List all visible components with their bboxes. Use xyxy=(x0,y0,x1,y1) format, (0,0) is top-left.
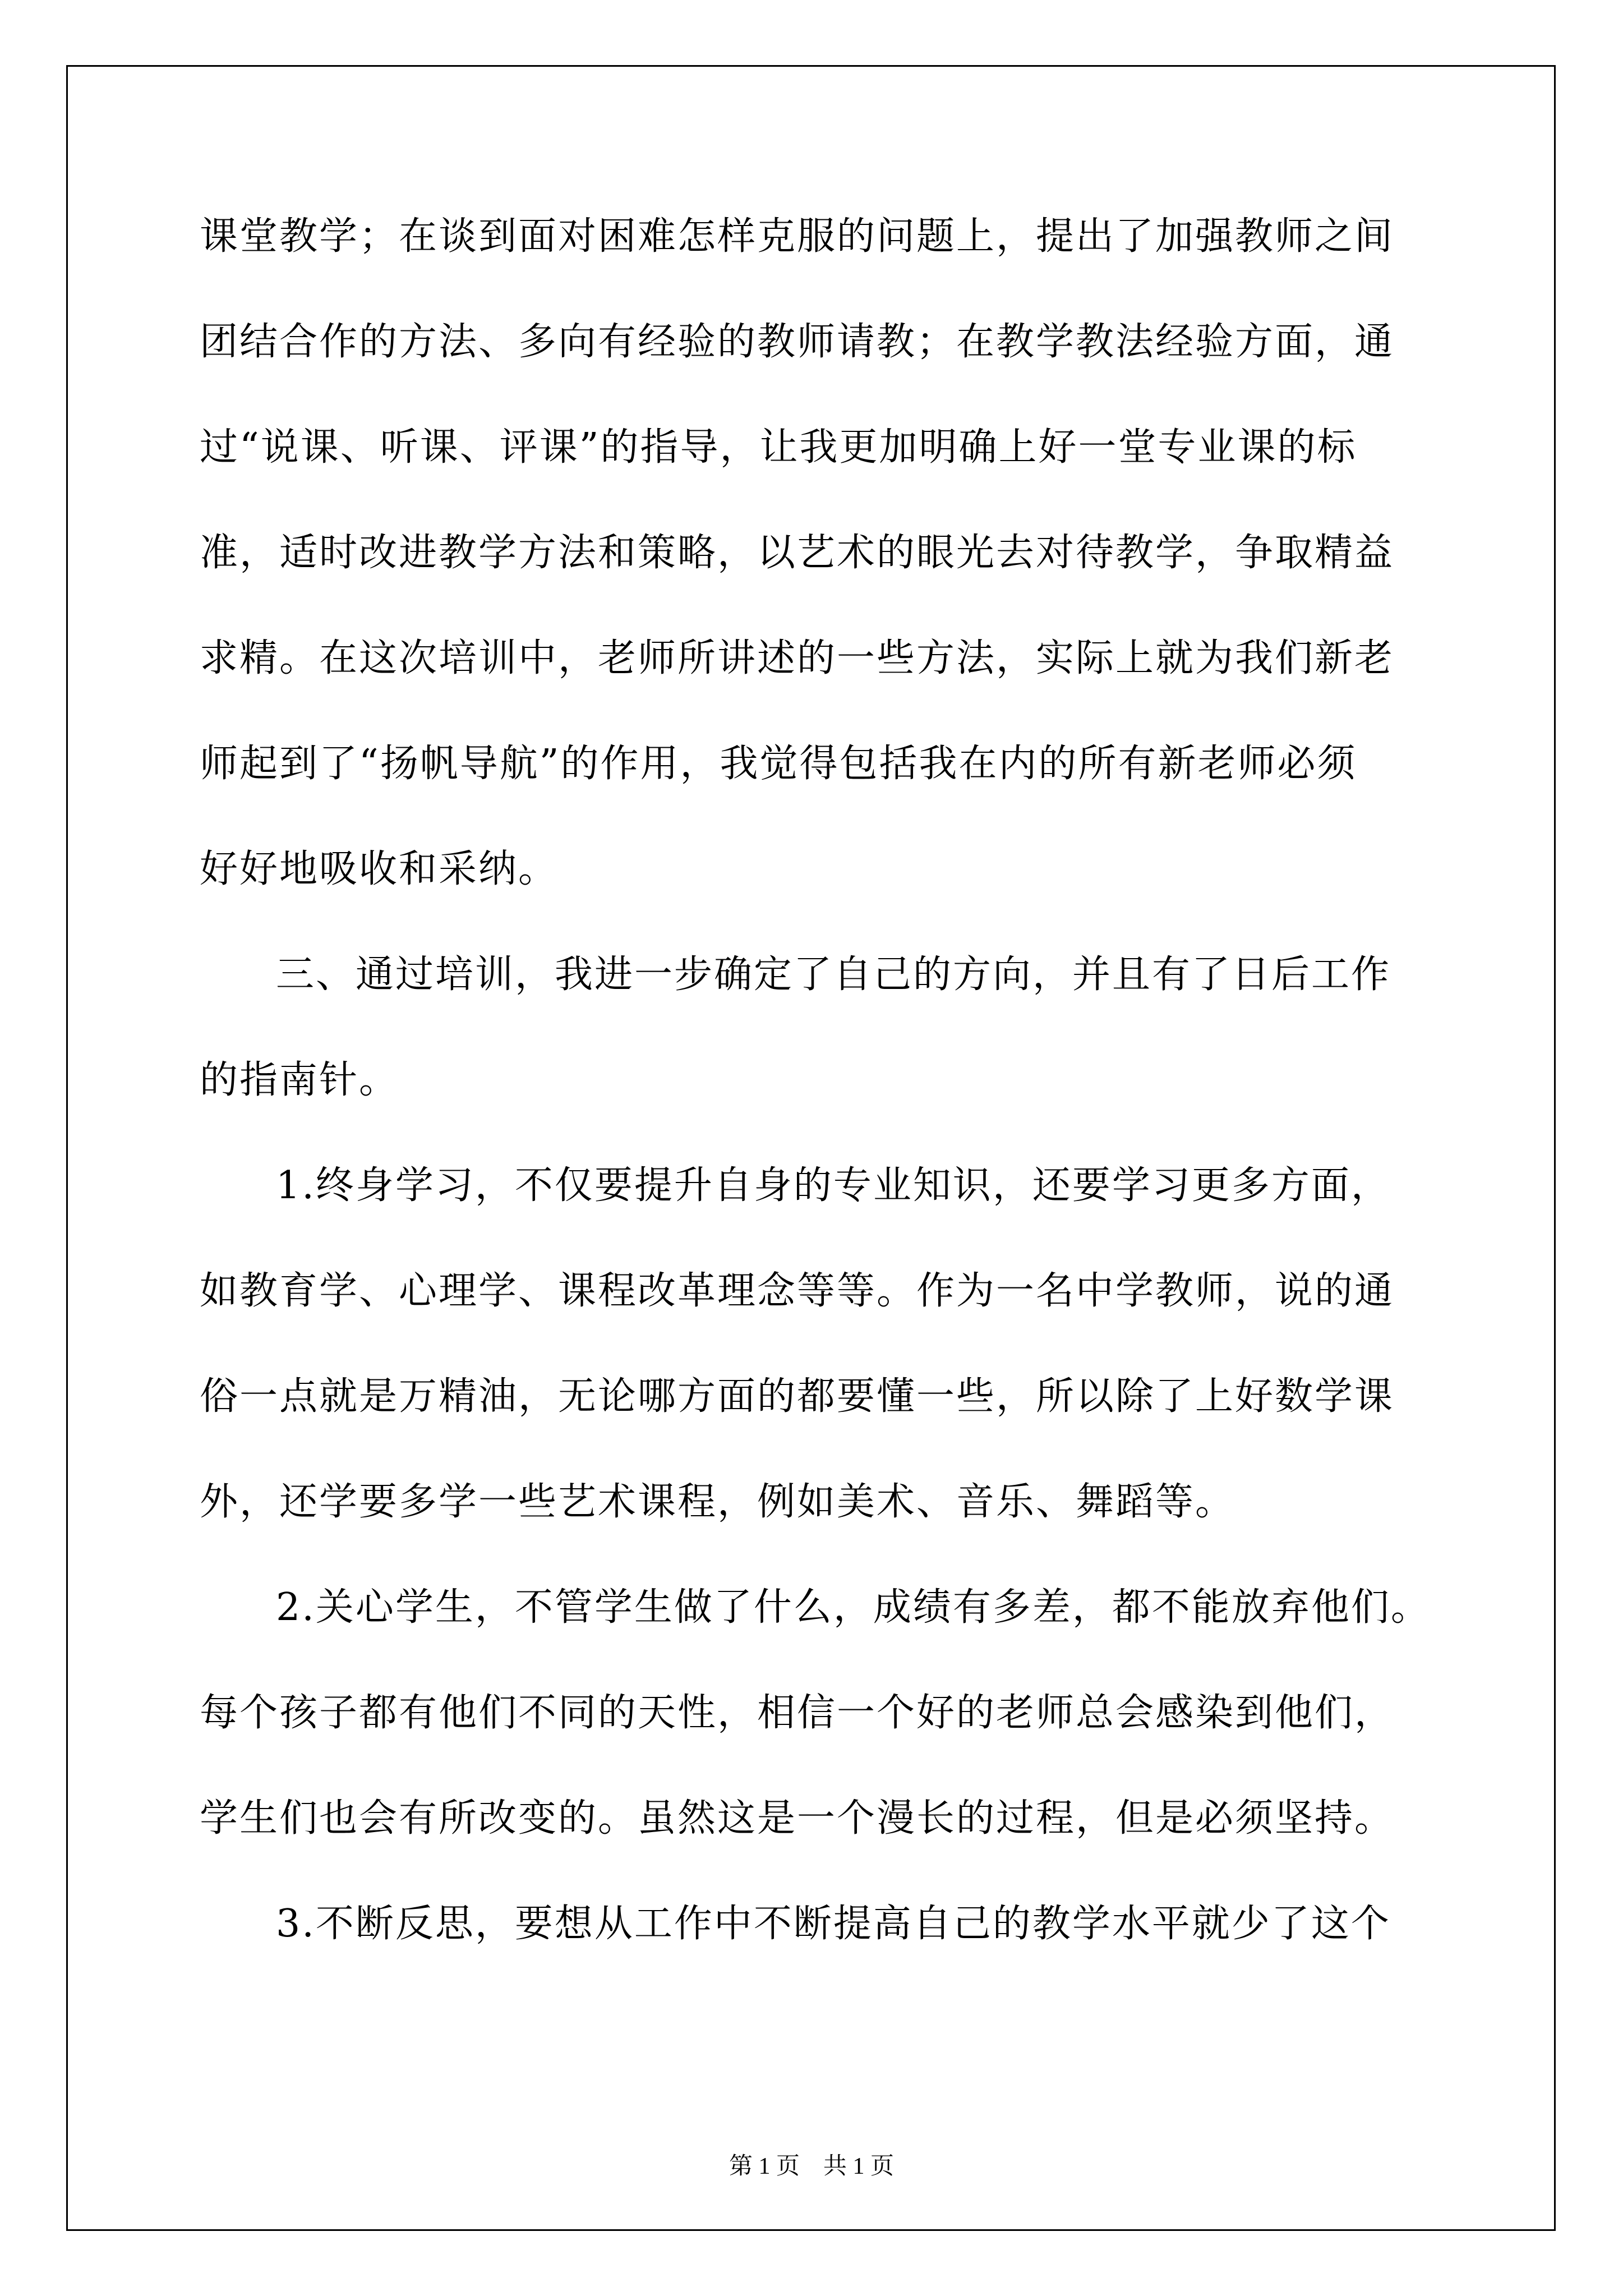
text-line: 1.终身学习，不仅要提升自身的专业知识，还要学习更多方面， xyxy=(276,1163,1391,1208)
text-line: 如教育学、心理学、课程改革理念等等。作为一名中学教师，说的通 xyxy=(200,1269,1395,1313)
text-line: 准，适时改进教学方法和策略，以艺术的眼光去对待教学，争取精益 xyxy=(200,531,1395,575)
text-line: 的指南针。 xyxy=(200,1058,399,1102)
text-line: 三、通过培训，我进一步确定了自己的方向，并且有了日后工作 xyxy=(276,953,1391,997)
text-line: 2.关心学生，不管学生做了什么，成绩有多差，都不能放弃他们。 xyxy=(276,1585,1431,1630)
text-line: 师起到了“扬帆导航”的作用，我觉得包括我在内的所有新老师必须 xyxy=(200,742,1357,786)
text-line: 过“说课、听课、评课”的指导，让我更加明确上好一堂专业课的标 xyxy=(200,425,1357,470)
text-line: 团结合作的方法、多向有经验的教师请教；在教学教法经验方面，通 xyxy=(200,320,1395,364)
text-line: 学生们也会有所改变的。虽然这是一个漫长的过程，但是必须坚持。 xyxy=(200,1796,1395,1841)
page-number-footer: 第 1 页 共 1 页 xyxy=(728,2154,894,2179)
text-line: 外，还学要多学一些艺术课程，例如美术、音乐、舞蹈等。 xyxy=(200,1480,1235,1524)
text-line: 俗一点就是万精油，无论哪方面的都要懂一些，所以除了上好数学课 xyxy=(200,1374,1395,1419)
text-line: 好好地吸收和采纳。 xyxy=(200,847,559,891)
text-line: 求精。在这次培训中，老师所讲述的一些方法，实际上就为我们新老 xyxy=(200,636,1395,680)
text-line: 每个孩子都有他们不同的天性，相信一个好的老师总会感染到他们， xyxy=(200,1691,1395,1735)
text-line: 课堂教学；在谈到面对困难怎样克服的问题上，提出了加强教师之间 xyxy=(200,214,1395,259)
text-line: 3.不断反思，要想从工作中不断提高自己的教学水平就少了这个 xyxy=(276,1902,1391,1946)
